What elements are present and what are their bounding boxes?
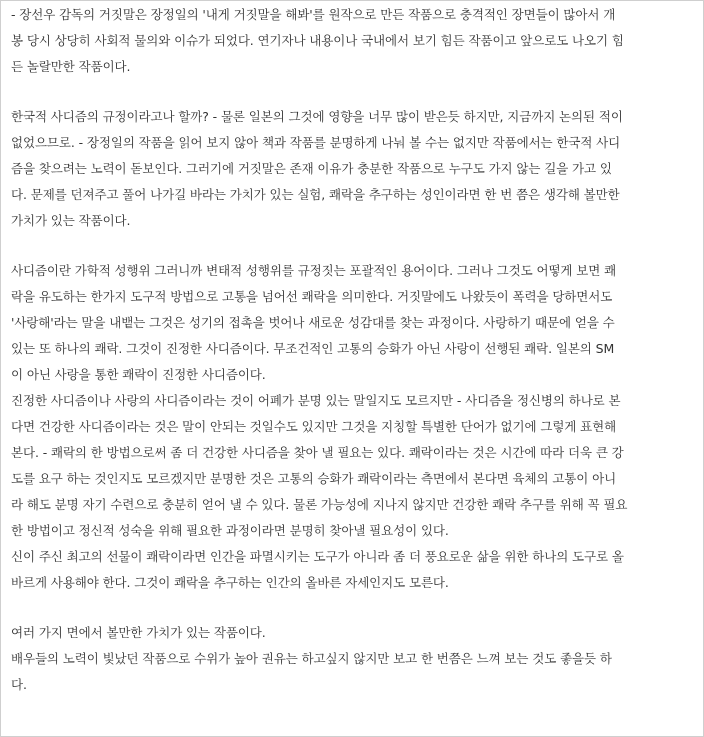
- paragraph-actors: [11, 646, 693, 698]
- text-line: 이 아닌 사랑을 통한 쾌락이 진정한 사디즘이다.: [11, 367, 266, 382]
- text-line: 가치가 있는 작품이다.: [11, 213, 131, 228]
- text-line: 있는 또 하나의 쾌락. 그것이 진정한 사디즘이다. 무조건적인 고통의 승화가 아닌 사랑이 선행된 쾌락. 일본의 SM: [11, 341, 615, 356]
- text-line: 락을 유도하는 한가지 도구적 방법으로 고통을 넘어선 쾌락을 의미한다. 거짓말에도 나왔듯이 폭력을 당하면서도: [11, 289, 613, 304]
- text-line: 든 놀랄만한 작품이다.: [11, 59, 131, 74]
- text-line: 배우들의 노력이 빛났던 작품으로 수위가 높아 권유는 하고싶지 않지만 보고 한 번쯤은 느껴 보는 것도 좋을듯 하: [11, 651, 612, 666]
- paragraph-definition: [11, 258, 693, 388]
- text-line: 신이 주신 최고의 선물이 쾌락이라면 인간을 파멸시키는 도구가 아니라 좀 더 풍요로운 삶을 위한 하나의 도구로 올: [11, 549, 624, 564]
- paragraph-korean-sadism: [11, 104, 693, 234]
- text-line: 다. 문제를 던져주고 풀어 나가길 바라는 가치가 있는 실험, 쾌락을 추구하는 성인이라면 한 번 쯤은 생각해 볼만한: [11, 187, 620, 202]
- text-line: '사랑해'라는 말을 내뱉는 그것은 성기의 접촉을 벗어나 새로운 성감대를 찾는 과정이다. 사랑하기 때문에 얻을 수: [11, 315, 615, 330]
- paragraph-gap: [11, 234, 693, 258]
- text-line: 봉 당시 상당히 사회적 물의와 이슈가 되었다. 연기자나 내용이나 국내에서 보기 힘든 작품이고 앞으로도 나오기 힘: [11, 33, 624, 48]
- text-line: 도를 요구 하는 것인지도 모르겠지만 분명한 것은 고통의 승화가 쾌락이라는 측면에서 본다면 육체의 고통이 아니: [11, 471, 617, 486]
- text-line: 진정한 사디즘이나 사랑의 사디즘이라는 것이 어폐가 분명 있는 말일지도 모르지만 - 사디즘을 정신병의 하나로 본: [11, 393, 621, 408]
- paragraph-worth-watching: [11, 620, 693, 646]
- text-line: 사디즘이란 가학적 성행위 그러니까 변태적 성행위를 규정짓는 포괄적인 용어이다. 그러나 그것도 어떻게 보면 쾌: [11, 263, 617, 278]
- text-line: 라 해도 분명 자기 수련으로 충분히 얻어 낼 수 있다. 물론 가능성에 지나지 않지만 건강한 쾌락 추구를 위해 꼭 필요: [11, 497, 628, 512]
- text-line: 한 방법이고 정신적 성숙을 위해 필요한 과정이라면 분명히 찾아낼 필요성이 있다.: [11, 523, 449, 538]
- text-line: 여러 가지 면에서 볼만한 가치가 있는 작품이다.: [11, 625, 266, 640]
- text-line: 한국적 사디즘의 규정이라고나 할까? - 물론 일본의 그것에 영향을 너무 많이 받은듯 하지만, 지금까지 논의된 적이: [11, 109, 623, 124]
- text-line: - 장선우 감독의 거짓말은 장정일의 '내게 거짓말을 해봐'를 원작으로 만든 작품으로 충격적인 장면들이 많아서 개: [11, 7, 616, 22]
- paragraph-healthy-sadism: [11, 388, 693, 544]
- text-line: 다면 건강한 사디즘이라는 것은 말이 안되는 것일수도 있지만 그것을 지칭할 특별한 단어가 없기에 그렇게 표현해: [11, 419, 617, 434]
- text-line: 즘을 찾으려는 노력이 돋보인다. 그러기에 거짓말은 존재 이유가 충분한 작품으로 누구도 가지 않는 길을 가고 있: [11, 161, 612, 176]
- text-line: 없었으므로. - 장정일의 작품을 읽어 보지 않아 책과 작품를 분명하게 나눠 볼 수는 없지만 작품에서는 한국적 사디: [11, 135, 621, 150]
- paragraph-gift: [11, 544, 693, 596]
- text-line: 바르게 사용해야 한다. 그것이 쾌락을 추구하는 인간의 올바른 자세인지도 모른다.: [11, 575, 449, 590]
- text-line: 다.: [11, 677, 27, 692]
- paragraph-gap: [11, 80, 693, 104]
- text-line: 본다. - 쾌락의 한 방법으로써 좀 더 건강한 사디즘을 찾아 낼 필요는 있다. 쾌락이라는 것은 시간에 따라 더욱 큰 강: [11, 445, 624, 460]
- paragraph-gap: [11, 596, 693, 620]
- paragraph-intro: [11, 2, 693, 80]
